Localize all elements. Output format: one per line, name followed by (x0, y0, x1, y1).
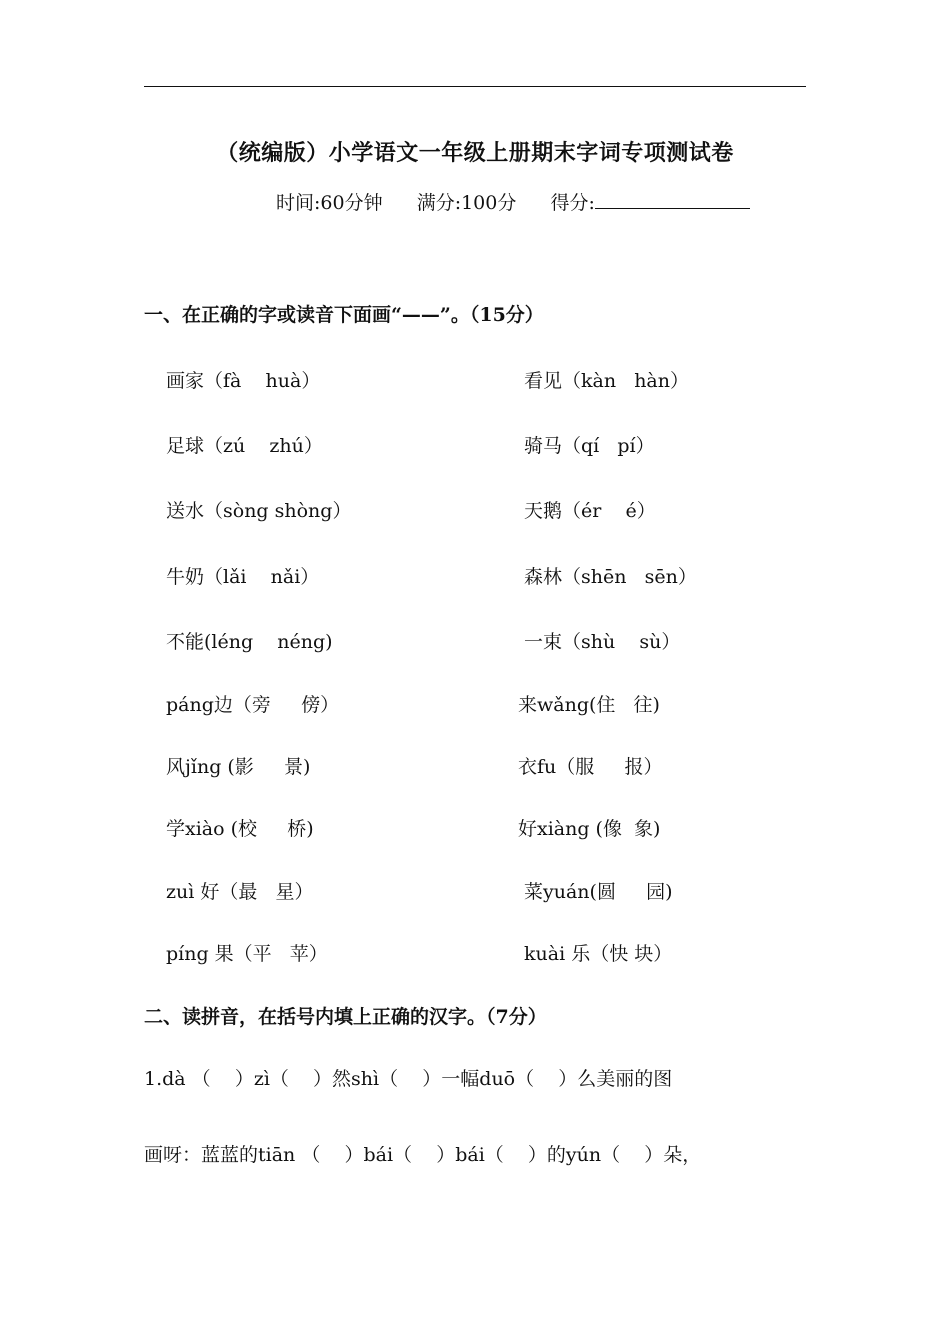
exam-full-score: 满分:100分 (416, 192, 517, 214)
s1-right-item[interactable]: 一束（shù sù） (524, 631, 681, 653)
header-rule (144, 86, 806, 87)
s1-left-item[interactable]: 不能(léng néng) (166, 631, 333, 653)
s1-right-item[interactable]: 天鹅（ér é） (524, 500, 656, 522)
s1-left-item[interactable]: zuì 好（最 星） (166, 881, 314, 903)
section2-heading: 二、读拼音，在括号内填上正确的汉字。（7分） (144, 1006, 547, 1028)
s1-left-item[interactable]: 画家（fà huà） (166, 370, 321, 392)
s1-right-item[interactable]: 好xiàng (像 象) (518, 818, 661, 840)
exam-score-label: 得分: (550, 192, 595, 214)
s1-right-item[interactable]: 衣fu（服 报） (518, 756, 663, 778)
s1-right-item[interactable]: kuài 乐（快 块） (524, 943, 673, 965)
exam-meta (276, 188, 750, 215)
s2-line-2[interactable]: 画呀：蓝蓝的tiān （ ）bái（ ）bái（ ）的yún（ ）朵， (144, 1144, 702, 1166)
score-blank[interactable] (595, 190, 750, 209)
s1-right-item[interactable]: 森林（shēn sēn） (524, 566, 697, 588)
s1-left-item[interactable]: páng边（旁 傍） (166, 694, 340, 716)
s1-left-item[interactable]: píng 果（平 苹） (166, 943, 328, 965)
s1-left-item[interactable]: 送水（sòng shòng） (166, 500, 352, 522)
s1-left-item[interactable]: 牛奶（lǎi nǎi） (166, 566, 320, 588)
page-title: （统编版）小学语文一年级上册期末字词专项测试卷 (216, 140, 734, 166)
s1-left-item[interactable]: 足球（zú zhú） (166, 435, 323, 457)
s1-right-item[interactable]: 菜yuán(圆 园) (524, 881, 673, 903)
exam-time: 时间:60分钟 (276, 192, 383, 214)
s2-line-1[interactable]: 1.dà （ ）zì（ ）然shì（ ）一幅duō（ ）么美丽的图 (144, 1068, 673, 1090)
s1-left-item[interactable]: 学xiào (校 桥) (166, 818, 314, 840)
s1-right-item[interactable]: 看见（kàn hàn） (524, 370, 689, 392)
s1-left-item[interactable]: 风jǐng (影 景) (166, 756, 311, 778)
s1-right-item[interactable]: 来wǎng(住 往) (518, 694, 660, 716)
section1-heading: 一、在正确的字或读音下面画“——”。（15分） (144, 304, 544, 326)
s1-right-item[interactable]: 骑马（qí pí） (524, 435, 655, 457)
